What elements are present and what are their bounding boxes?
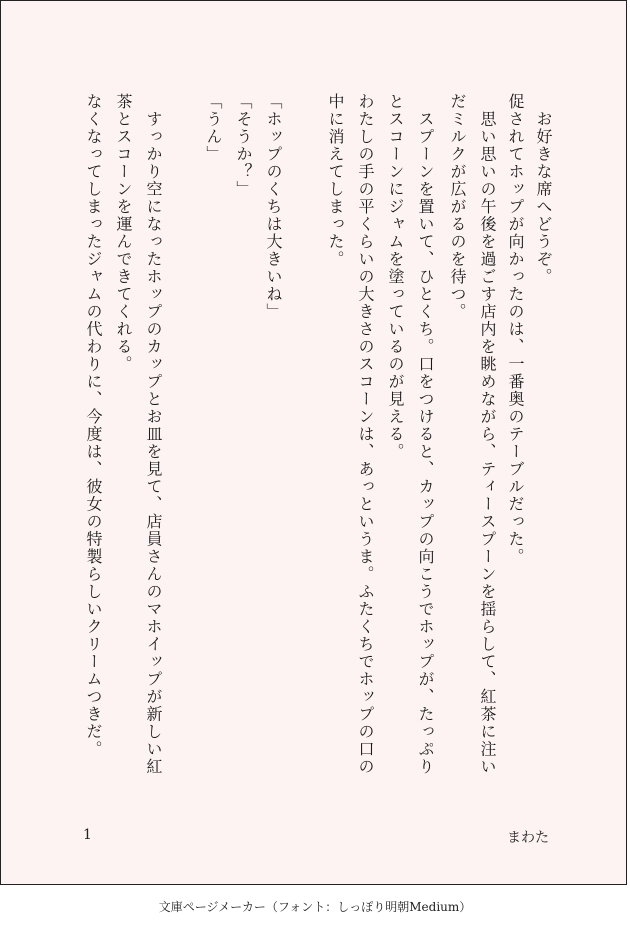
body-line: 思い思いの午後を過ごす店内を眺めながら、ティースプーンを揺らして、紅茶に注い: [478, 93, 497, 776]
body-line: 促されてホップが向かったのは、一番奥のテーブルだった。: [506, 93, 525, 566]
body-line: お好きな席へどうぞ。: [534, 93, 553, 286]
body-line: スプーンを置いて、ひとくち。口をつけると、カップの向こうでホップが、たっぷり: [416, 93, 435, 776]
body-line: わたしの手の平くらいの大きさのスコーンは、あっというま。ふたくちでホップの口の: [356, 93, 375, 776]
body-line: なくなってしまったジャムの代わりに、今度は、彼女の特製らしいクリームつきだ。: [84, 93, 103, 758]
body-line: 茶とスコーンを運んできてくれる。: [114, 93, 133, 373]
body-line: だミルクが広がるのを待つ。: [448, 93, 467, 321]
dialogue-line: 「そうか？」: [234, 93, 253, 198]
body-line: とスコーンにジャムを塗っているのが見える。: [386, 93, 405, 461]
dialogue-line: 「うん」: [204, 93, 223, 163]
page-number: 1: [83, 827, 92, 843]
body-line: 中に消えてしまった。: [326, 93, 345, 268]
dialogue-line: 「ホップのくちは大きいね」: [264, 93, 283, 321]
generator-caption: 文庫ページメーカー（フォント：しっぽり明朝Medium）: [158, 900, 472, 914]
body-line: すっかり空になったホップのカップとお皿を見て、店員さんのマホイップが新しい紅: [144, 93, 163, 776]
author-name: まわた: [507, 830, 549, 846]
